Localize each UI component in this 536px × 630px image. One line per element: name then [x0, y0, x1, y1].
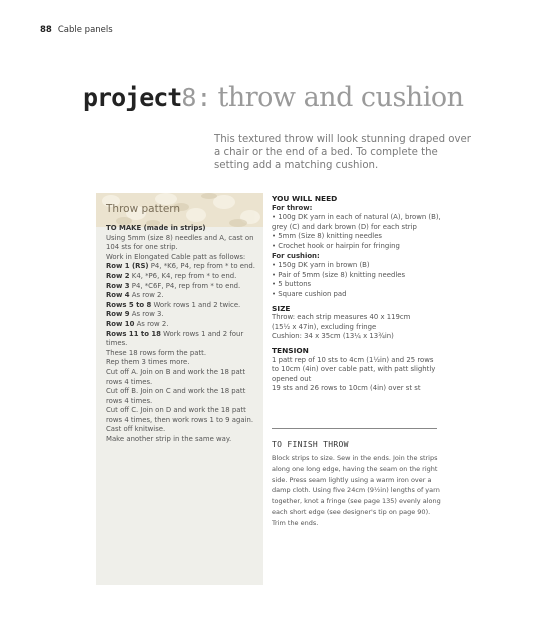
instruction-line [106, 358, 258, 368]
row-label: Row 2 [106, 271, 130, 280]
instruction-line [106, 406, 258, 416]
size-line: Cushion: 34 x 35cm (13¼ x 13¾in) [272, 332, 394, 341]
instruction-line [106, 234, 258, 244]
instruction-line [106, 378, 258, 388]
finish-line: Block strips to size. Sew in the ends. Join the strips [272, 454, 438, 462]
instruction-line [106, 253, 258, 263]
materials-item: • Square cushion pad [272, 289, 347, 298]
instruction-line [106, 368, 258, 378]
title-project-word: project [83, 83, 182, 112]
tension-details [272, 356, 442, 394]
finish-throw-instructions [272, 453, 442, 529]
materials-item: • Crochet hook or hairpin for fringing [272, 241, 400, 250]
instruction-line [106, 416, 258, 426]
finish-line: Trim the ends. [272, 518, 319, 527]
materials-item: grey (C) and dark brown (D) for each strip [272, 222, 417, 231]
page-number: 88 [40, 25, 52, 35]
panel-title: Throw pattern [106, 203, 181, 215]
materials-item: • 150g DK yarn in brown (B) [272, 261, 370, 270]
row-instruction: As row 2. [129, 291, 164, 300]
tension-heading: TENSION [272, 345, 309, 355]
instruction-line [106, 330, 258, 340]
size-line: Throw: each strip measures 40 x 119cm [272, 313, 411, 322]
pattern-instructions [106, 224, 258, 445]
materials-item: • 100g DK yarn in each of natural (A), brown (B), [272, 213, 441, 222]
instruction-line [106, 301, 258, 311]
tension-line: opened out [272, 374, 312, 383]
section-name: Cable panels [57, 25, 113, 35]
finish-line: along one long edge, having the seam on the right [272, 464, 438, 473]
for-cushion-heading: For cushion: [272, 251, 320, 260]
row-label: Row 10 [106, 319, 135, 328]
row-instruction: rows 4 times. [106, 377, 153, 386]
title-colon: : [196, 83, 212, 112]
row-label: Rows 5 to 8 [106, 300, 152, 309]
row-instruction: Work rows 1 and 2 twice. [151, 300, 241, 309]
row-instruction: Cut off A. Join on B and work the 18 patt [106, 367, 246, 376]
requirements-column [272, 194, 442, 394]
row-instruction: rows 4 times, then work rows 1 to 9 again. [106, 415, 254, 424]
instructions-heading: TO MAKE (made in strips) [106, 224, 206, 232]
tension-line: 19 sts and 26 rows to 10cm (4in) over st st [272, 384, 421, 393]
row-instruction: 104 sts for one strip. [106, 243, 178, 252]
tension-line: 1 patt rep of 10 sts to 4cm (1½in) and 25 rows [272, 355, 434, 364]
instruction-line [106, 282, 258, 292]
materials-item: • Pair of 5mm (size 8) knitting needles [272, 270, 406, 279]
row-instruction: Using 5mm (size 8) needles and A, cast on [106, 233, 254, 242]
for-throw-heading: For throw: [272, 203, 313, 212]
tension-line: to 10cm (4in) over cable patt, with patt slightly [272, 365, 436, 374]
instruction-line [106, 262, 258, 272]
title-project-number: 8 [181, 83, 197, 112]
section-divider [272, 428, 437, 429]
row-instruction: P4, *K6, P4, rep from * to end. [148, 262, 255, 271]
row-instruction: K4, *P6, K4, rep from * to end. [129, 271, 237, 280]
row-instruction: Make another strip in the same way. [106, 435, 232, 444]
instruction-line [106, 349, 258, 359]
row-instruction: rows 4 times. [106, 396, 153, 405]
row-label: Row 3 [106, 281, 130, 290]
size-heading: SIZE [272, 303, 291, 313]
instruction-line [106, 339, 258, 349]
size-details [272, 313, 442, 342]
row-label: Row 1 (RS) [106, 262, 149, 271]
instruction-line [106, 425, 258, 435]
row-instruction: Cut off C. Join on D and work the 18 patt [106, 406, 246, 415]
instruction-lines [106, 234, 258, 445]
instruction-line [106, 397, 258, 407]
intro-paragraph: This textured throw will look stunning draped over a chair or the end of a bed. To complete the setting add a matching cushion. [214, 134, 471, 171]
row-label: Row 9 [106, 310, 130, 319]
instruction-line [106, 435, 258, 445]
finish-line: damp cloth. Using five 24cm (9½in) lengths of yarn [272, 486, 440, 495]
row-label: Rows 11 to 18 [106, 329, 161, 338]
cushion-materials-list [272, 261, 442, 299]
instruction-line [106, 387, 258, 397]
you-will-need-heading: YOU WILL NEED [272, 194, 338, 203]
instruction-line [106, 310, 258, 320]
row-instruction: Work rows 1 and 2 four [160, 329, 244, 338]
instruction-line [106, 243, 258, 253]
instruction-line [106, 291, 258, 301]
finish-line: side. Press seam lightly using a warm iron over a [272, 475, 432, 484]
row-instruction: These 18 rows form the patt. [106, 348, 207, 357]
title-project-name: throw and cushion [217, 82, 464, 113]
instruction-line [106, 320, 258, 330]
knitted-texture-photo [96, 193, 263, 227]
page-title [83, 84, 463, 111]
row-instruction: Cast off knitwise. [106, 425, 166, 434]
instruction-line [106, 272, 258, 282]
running-header [40, 25, 113, 35]
row-label: Row 4 [106, 291, 130, 300]
size-line: (15½ x 47in), excluding fringe [272, 322, 377, 331]
materials-item: • 5mm (Size 8) knitting needles [272, 232, 383, 241]
finish-line: each short edge (see designer's tip on page 90). [272, 507, 431, 516]
row-instruction: As row 3. [129, 310, 164, 319]
finish-throw-heading: TO FINISH THROW [272, 440, 349, 449]
row-instruction: Rep them 3 times more. [106, 358, 190, 367]
row-instruction: times. [106, 339, 128, 348]
throw-pattern-panel [96, 193, 263, 585]
throw-materials-list [272, 213, 442, 251]
row-instruction: Work in Elongated Cable patt as follows: [106, 252, 246, 261]
row-instruction: P4, *C6F, P4, rep from * to end. [129, 281, 241, 290]
materials-item: • 5 buttons [272, 280, 312, 289]
row-instruction: Cut off B. Join on C and work the 18 patt [106, 387, 246, 396]
row-instruction: As row 2. [134, 319, 169, 328]
finish-line: together, knot a fringe (see page 135) evenly along [272, 497, 441, 506]
